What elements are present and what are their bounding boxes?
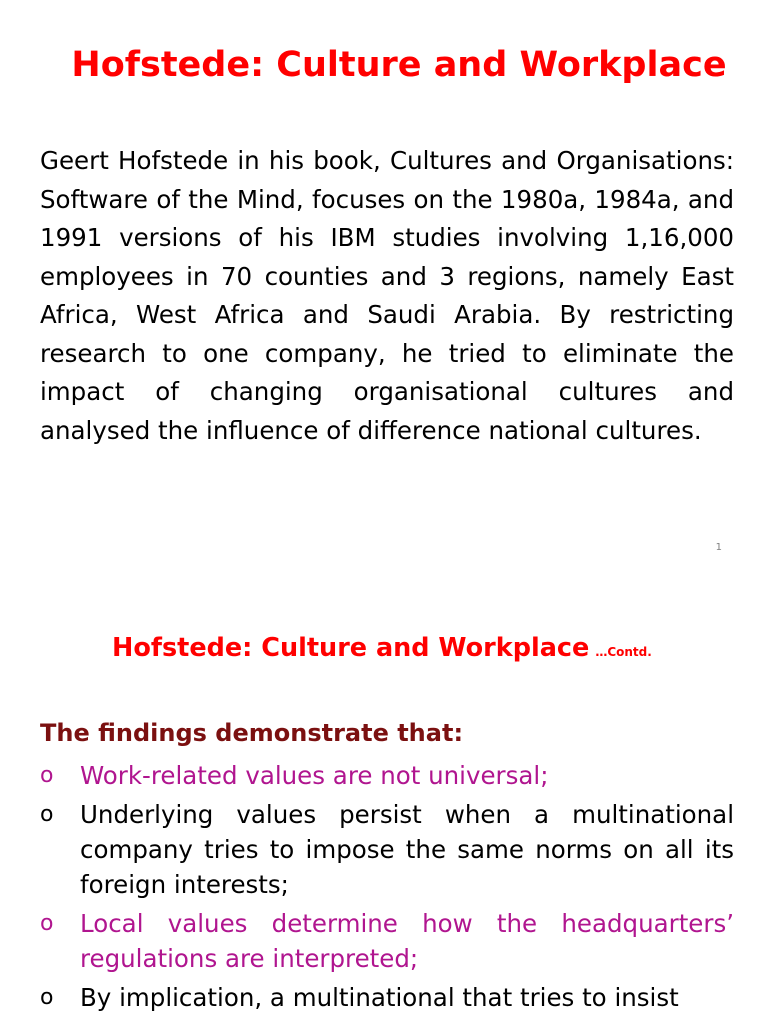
bullet-text: Local values determine how the headquarters’ regulations are interpreted; [80, 909, 734, 973]
findings-bullet-list [40, 758, 734, 1019]
bullet-marker-icon: o [40, 802, 54, 827]
bullet-item [40, 980, 734, 1015]
bullet-marker-icon: o [40, 911, 54, 936]
slide2-title-text: Hofstede: Culture and Workplace [112, 633, 590, 663]
bullet-item [40, 797, 734, 902]
bullet-text: Work-related values are not universal; [80, 761, 549, 790]
bullet-marker-icon: o [40, 985, 54, 1010]
bullet-item [40, 758, 734, 793]
findings-heading: The findings demonstrate that: [40, 719, 464, 747]
slide1-body-paragraph: Geert Hofstede in his book, Cultures and Organisations: Software of the Mind, focuses on the 1980a, 1984a, and 1991 versions of his IBM studies involving 1,16,000 employees in 70 counties and 3 regions, namely East Africa, West Africa and Saudi Arabia. By restricting research to one company, he tried to eliminate the impact of changing organisational cultures and analysed the influence of difference national cultures. [40, 146, 734, 445]
slide2-title [112, 628, 652, 672]
bullet-text: By implication, a multinational that tries to insist [80, 983, 679, 1012]
slide2-title-contd: …Contd. [595, 645, 652, 659]
slide-number: 1 [715, 542, 722, 553]
bullet-text: Underlying values persist when a multinational company tries to impose the same norms on all its foreign interests; [80, 800, 734, 899]
bullet-marker-icon: o [40, 763, 54, 788]
bullet-item [40, 906, 734, 976]
slide1-title: Hofstede: Culture and Workplace [71, 45, 727, 85]
